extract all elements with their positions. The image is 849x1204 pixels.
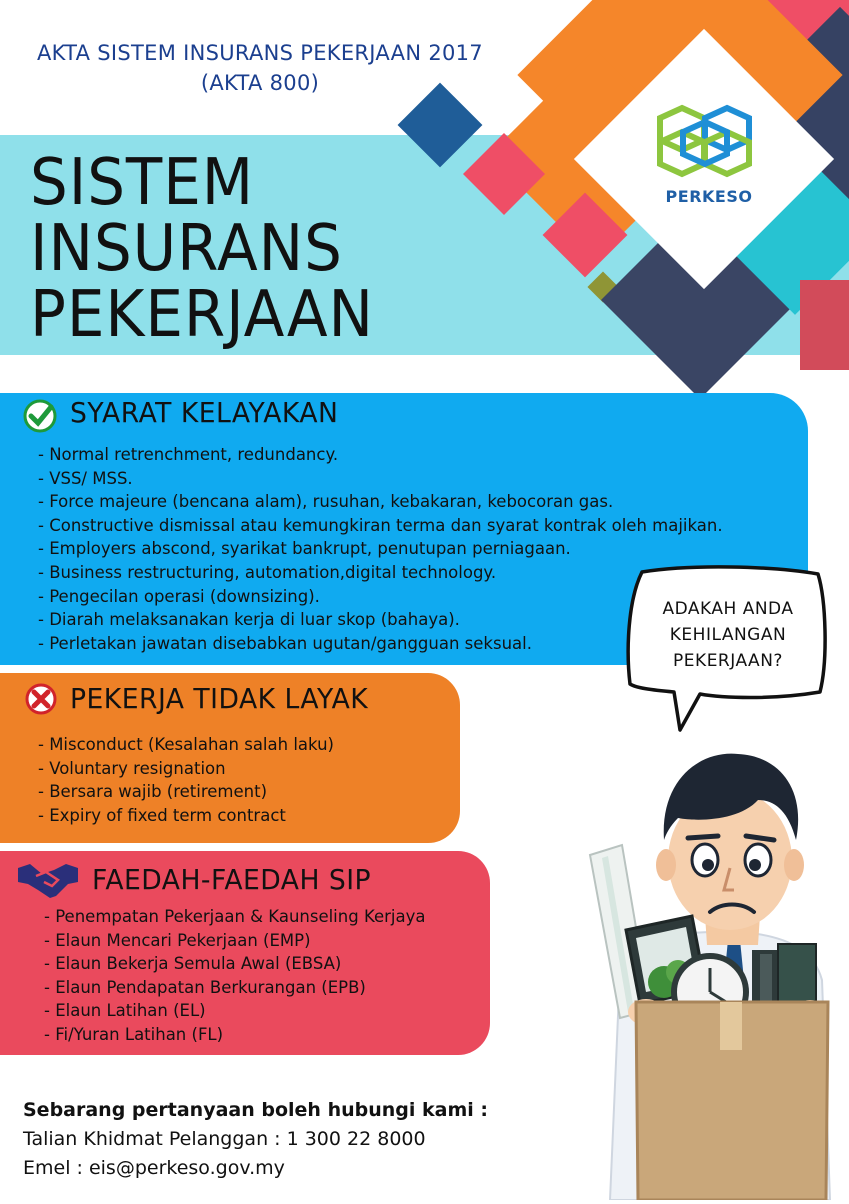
list-item: - Misconduct (Kesalahan salah laku): [38, 735, 334, 754]
page-title: [30, 146, 374, 352]
contact-info: [23, 1095, 488, 1183]
list-item: - Diarah melaksanakan kerja di luar skop (bahaya).: [38, 610, 460, 630]
list-item: - Voluntary resignation: [38, 758, 226, 778]
list-item: - VSS/ MSS.: [38, 468, 133, 488]
act-title-line1: AKTA SISTEM INSURANS PEKERJAAN 2017: [37, 41, 483, 65]
eligibility-list: [38, 443, 723, 655]
logo-name: PERKESO: [665, 187, 753, 206]
benefits-heading: FAEDAH-FAEDAH SIP: [92, 863, 372, 896]
list-item: - Perletakan jawatan disebabkan ugutan/gangguan seksual.: [38, 633, 532, 653]
list-item: - Business restructuring, automation,digital technology.: [38, 562, 497, 582]
bubble-line: ADAKAH ANDA: [662, 599, 794, 619]
page-title-line2: INSURANS: [30, 212, 343, 286]
list-item: - Fi/Yuran Latihan (FL): [44, 1024, 224, 1044]
check-circle-icon: [22, 398, 58, 434]
benefits-list: [44, 905, 425, 1047]
bubble-line: PEKERJAAN?: [673, 651, 783, 671]
contact-question: Sebarang pertanyaan boleh hubungi kami :: [23, 1099, 488, 1121]
contact-email[interactable]: Emel : eis@perkeso.gov.my: [23, 1157, 285, 1179]
list-item: - Elaun Latihan (EL): [44, 1001, 206, 1021]
page-title-line3: PEKERJAAN: [30, 278, 374, 352]
list-item: - Pengecilan operasi (downsizing).: [38, 586, 320, 606]
bubble-line: KEHILANGAN: [669, 625, 787, 645]
cross-circle-icon: [24, 682, 58, 716]
list-item: - Normal retrenchment, redundancy.: [38, 445, 339, 464]
ineligible-list: [38, 733, 334, 827]
list-item: - Expiry of fixed term contract: [38, 805, 286, 825]
list-item: - Elaun Pendapatan Berkurangan (EPB): [44, 977, 366, 997]
perkeso-logo-icon: [652, 98, 762, 178]
list-item: - Elaun Bekerja Semula Awal (EBSA): [44, 954, 342, 974]
list-item: - Penempatan Pekerjaan & Kaunseling Kerjaya: [44, 907, 426, 926]
list-item: - Bersara wajib (retirement): [38, 782, 268, 802]
handshake-icon: [16, 860, 80, 902]
speech-bubble-text: [638, 596, 818, 674]
ineligible-heading: PEKERJA TIDAK LAYAK: [70, 682, 369, 715]
worried-worker-illustration: [560, 740, 849, 1200]
list-item: - Force majeure (bencana alam), rusuhan, kebakaran, kebocoran gas.: [38, 492, 614, 512]
contact-hotline: Talian Khidmat Pelanggan : 1 300 22 8000: [23, 1128, 426, 1150]
page-title-line1: SISTEM: [30, 146, 255, 220]
act-title: [0, 38, 520, 98]
list-item: - Elaun Mencari Pekerjaan (EMP): [44, 930, 311, 950]
list-item: - Constructive dismissal atau kemungkiran terma dan syarat kontrak oleh majikan.: [38, 515, 723, 535]
list-item: - Employers abscond, syarikat bankrupt, penutupan perniagaan.: [38, 539, 571, 559]
act-title-line2: (AKTA 800): [200, 71, 320, 95]
eligibility-heading: SYARAT KELAYAKAN: [70, 396, 339, 429]
